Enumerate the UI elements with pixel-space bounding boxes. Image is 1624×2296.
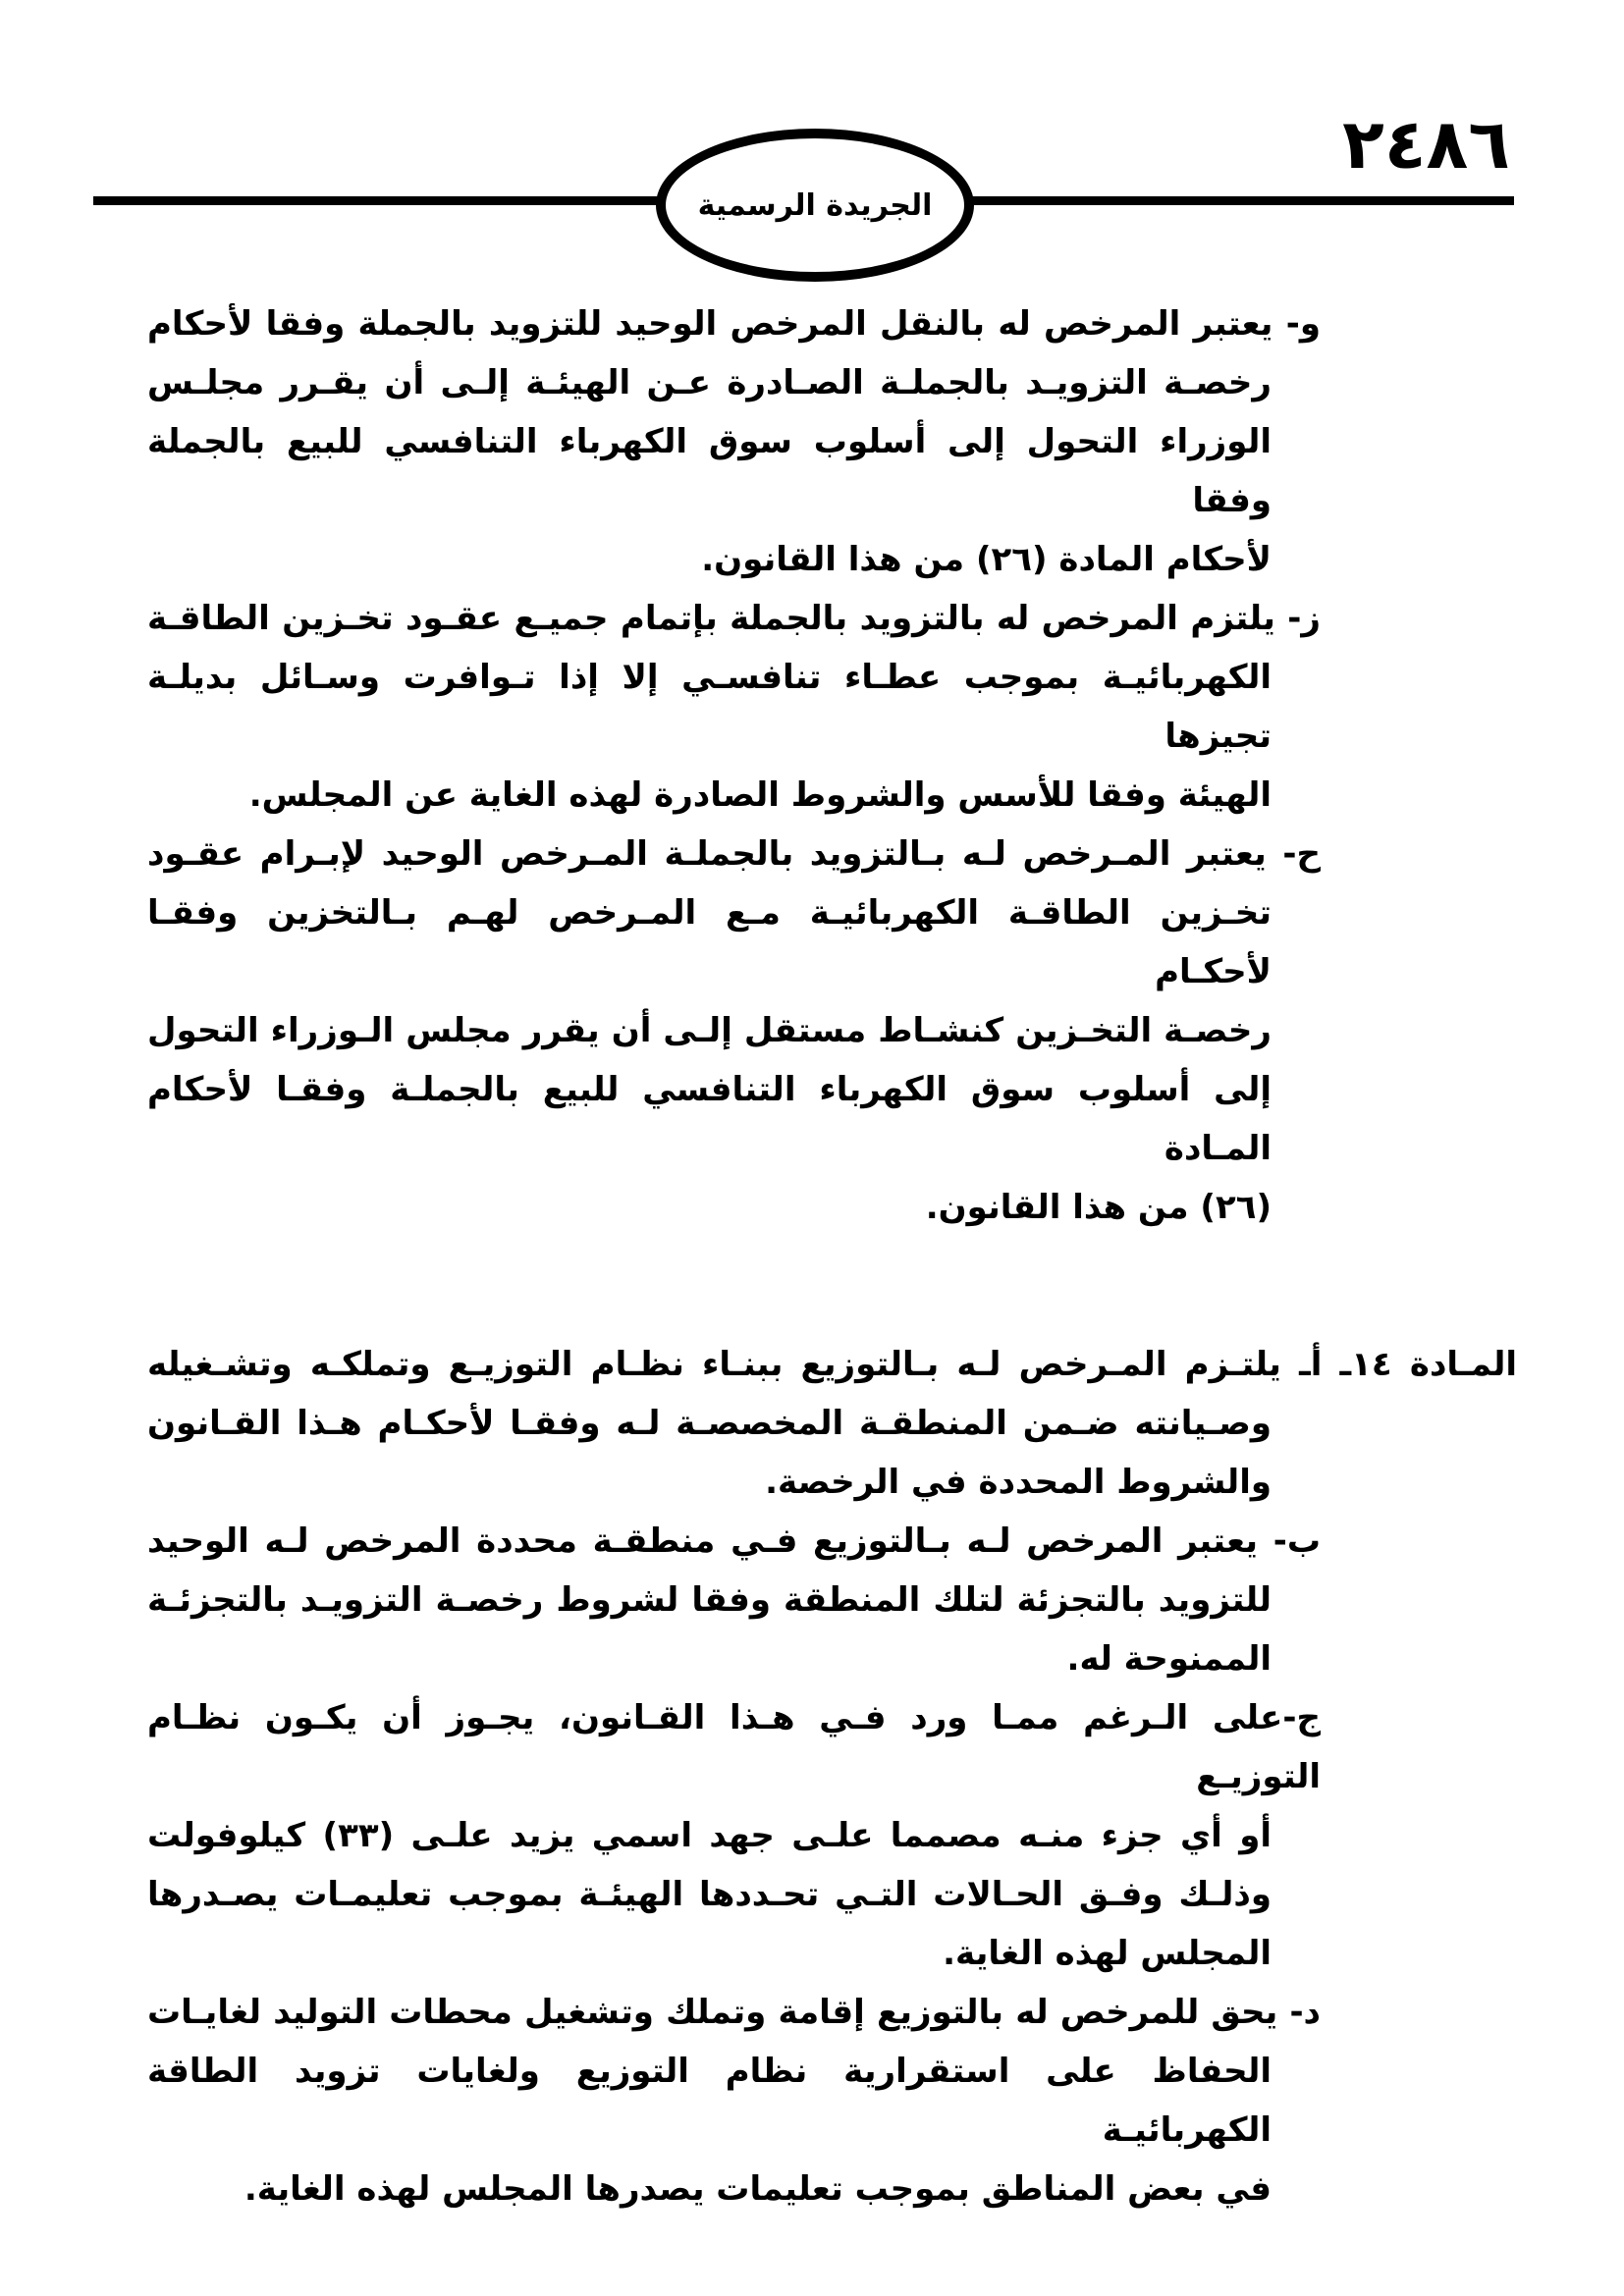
paragraph-line: الممنوحة له. xyxy=(1066,1639,1272,1679)
paragraph-article-14 xyxy=(147,1335,1517,1512)
paragraph-line: للتزويد بالتجزئة لتلك المنطقة وفقا لشروط رخصـة التزويـد بالتجزئـة xyxy=(147,1580,1272,1620)
page-number: ٢٤٨٦ xyxy=(1342,104,1510,185)
paragraph-line: المـادة ١٤ـ أـ يلتـزم المـرخص لـه بـالتوزيع ببنـاء نظـام التوزيـع وتملكـه وتشـغيله xyxy=(147,1345,1517,1384)
paragraph-line: إلى أسلوب سوق الكهرباء التنافسي للبيع بالجملـة وفقـا لأحكام المـادة xyxy=(147,1070,1272,1168)
paragraph-line: تخـزين الطاقـة الكهربائيـة مـع المـرخص لهـم بـالتخزين وفقـا لأحكـام xyxy=(147,893,1272,991)
paragraph-line: رخصـة التزويـد بالجملـة الصـادرة عـن الهيئـة إلـى أن يقـرر مجلـس xyxy=(147,363,1272,402)
paragraph-line: الحفاظ على استقرارية نظام التوزيع ولغايات تزويد الطاقة الكهربائيـة xyxy=(147,2052,1272,2150)
paragraph-line: و- يعتبر المرخص له بالنقل المرخص الوحيد للتزويد بالجملة وفقا لأحكام xyxy=(147,304,1321,344)
paragraph-line: وذلـك وفـق الحـالات التـي تحـددها الهيئـة بموجب تعليمـات يصـدرها xyxy=(147,1875,1272,1914)
paragraph-line: (٢٦) من هذا القانون. xyxy=(925,1188,1272,1227)
paragraph-line: د- يحق للمرخص له بالتوزيع إقامة وتملك وتشغيل محطات التوليد لغايـات xyxy=(147,1993,1321,2032)
gazette-title: الجريدة الرسمية xyxy=(697,187,933,223)
document-body xyxy=(147,294,1517,2218)
paragraph-line: أو أي جزء منـه مصمما علـى جهد اسمي يزيد علـى (٣٣) كيلوفولت xyxy=(147,1816,1272,1855)
paragraph-clause-ba xyxy=(147,1512,1517,1688)
paragraph-clause-jeem xyxy=(147,1688,1517,1983)
paragraph-line: والشروط المحددة في الرخصة. xyxy=(765,1463,1272,1502)
paragraph-line: رخصـة التخـزين كنشـاط مستقل إلـى أن يقرر مجلس الـوزراء التحول xyxy=(147,1011,1272,1050)
paragraph-line: ب- يعتبر المرخص لـه بـالتوزيع فـي منطقـة محددة المرخص لـه الوحيد xyxy=(147,1522,1321,1561)
paragraph-line: ج-على الـرغم ممـا ورد فـي هـذا القـانون، يجـوز أن يكـون نظـام التوزيـع xyxy=(147,1698,1321,1796)
paragraph-clause-waw xyxy=(147,294,1517,589)
paragraph-line: الوزراء التحول إلى أسلوب سوق الكهرباء التنافسي للبيع بالجملة وفقا xyxy=(147,422,1272,520)
paragraph-line: الكهربائيـة بموجب عطـاء تنافسـي إلا إذا تـوافرت وسـائل بديلـة تجيزها xyxy=(147,658,1272,756)
gazette-seal-ellipse xyxy=(656,129,974,282)
paragraph-line: المجلس لهذه الغاية. xyxy=(943,1934,1272,1973)
paragraph-line: ز- يلتزم المرخص له بالتزويد بالجملة بإتمام جميـع عقـود تخـزين الطاقـة xyxy=(147,599,1321,638)
paragraph-clause-hah xyxy=(147,825,1517,1237)
section-gap xyxy=(147,1237,1517,1335)
paragraph-line: في بعض المناطق بموجب تعليمات يصدرها المجلس لهذه الغاية. xyxy=(244,2169,1272,2209)
paragraph-line: وصـيانته ضـمن المنطقـة المخصصـة لـه وفقـا لأحكـام هـذا القـانون xyxy=(147,1404,1272,1443)
paragraph-clause-dal xyxy=(147,1983,1517,2218)
paragraph-line: ح- يعتبر المـرخص لـه بـالتزويد بالجملـة المـرخص الوحيد لإبـرام عقـود xyxy=(147,834,1321,874)
paragraph-clause-zay xyxy=(147,589,1517,825)
paragraph-line: الهيئة وفقا للأسس والشروط الصادرة لهذه الغاية عن المجلس. xyxy=(248,775,1272,815)
paragraph-line: لأحكام المادة (٢٦) من هذا القانون. xyxy=(701,540,1272,579)
